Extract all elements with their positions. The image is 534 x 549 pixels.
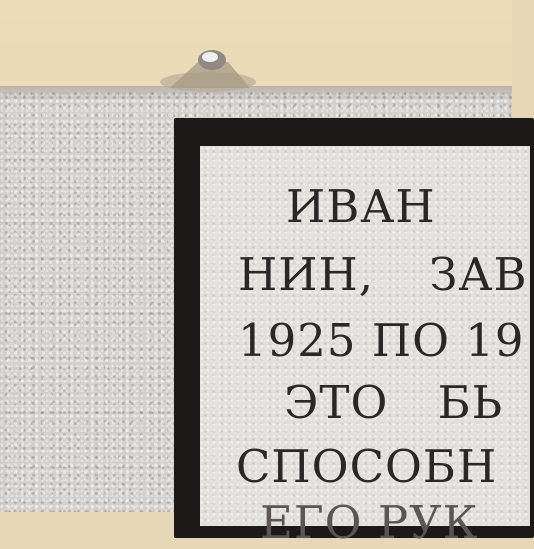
screw-icon	[150, 44, 260, 90]
plaque-line-2: НИН, ЗАВ	[238, 248, 528, 301]
plaque-line-1: ИВАН	[286, 180, 436, 233]
plaque-line-4: ЭТО БЬ	[284, 376, 504, 429]
plaque-line-3: 1925 ПО 19	[238, 314, 525, 367]
plaque-line-6: ЕГО РУК	[260, 496, 479, 549]
memorial-plaque	[200, 146, 530, 549]
plaque-line-5: СПОСОБН	[236, 440, 498, 493]
